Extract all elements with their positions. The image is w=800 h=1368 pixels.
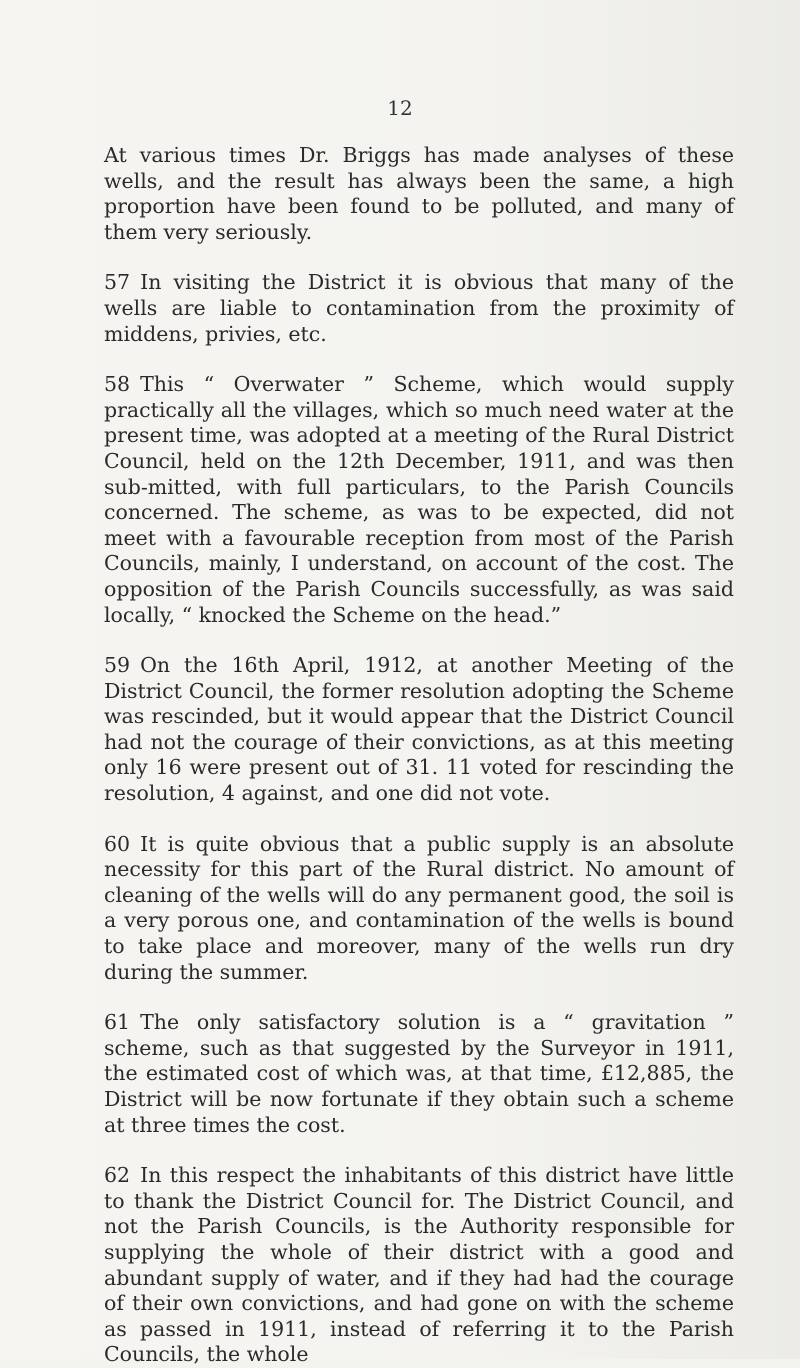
paragraph-text: At various times Dr. Briggs has made analyses of these wells, and the result has always been the same, a high proportion have been found to be polluted, and many of them very seriously. bbox=[104, 143, 734, 244]
paragraph-number: 59 bbox=[104, 653, 131, 678]
paragraph-number: 60 bbox=[104, 831, 131, 856]
paragraph-text: On the 16th April, 1912, at another Meeting of the District Council, the former resolution adopting the Scheme was rescinded, but it would appear that the District Council had not the courage of their convictions, as at this meeting only 16 were present out of 31. 11 voted for rescinding the resolution, 4 against, and one did not vote. bbox=[104, 653, 734, 806]
paragraph-text: In this respect the inhabitants of this district have little to thank the District Council for. The District Council, and not the Parish Councils, is the Authority responsible for supplying the whole of their district with a good and abundant supply of water, and if they had had the courage of their own convictions, and had gone on with the scheme as passed in 1911, instead of referring it to the Parish Councils, the whole bbox=[104, 1163, 734, 1367]
body-text bbox=[104, 143, 734, 1368]
paragraph-continuation bbox=[104, 143, 734, 245]
paragraph-57 bbox=[104, 270, 734, 347]
paragraph-59 bbox=[104, 653, 734, 807]
paragraph-62 bbox=[104, 1163, 734, 1368]
paragraph-number: 61 bbox=[104, 1010, 131, 1035]
paragraph-number: 58 bbox=[104, 372, 131, 397]
paragraph-text: It is quite obvious that a public supply is an absolute necessity for this part of the Rural district. No amount of cleaning of the wells will do any permanent good, the soil is a very porous one, and contamination of the wells is bound to take place and moreover, many of the wells run dry during the summer. bbox=[104, 831, 734, 984]
paragraph-number: 62 bbox=[104, 1163, 131, 1188]
page-number: 12 bbox=[387, 96, 413, 120]
paragraph-60 bbox=[104, 832, 734, 986]
paragraph-58 bbox=[104, 372, 734, 628]
paragraph-61 bbox=[104, 1010, 734, 1138]
paragraph-text: The only satisfactory solution is a “ gravitation ” scheme, such as that suggested by the Surveyor in 1911, the estimated cost of which was, at that time, £12,885, the District will be now fortunate if they obtain such a scheme at three times the cost. bbox=[104, 1010, 734, 1137]
paragraph-text: In visiting the District it is obvious that many of the wells are liable to contamination from the proximity of middens, privies, etc. bbox=[104, 270, 734, 346]
paragraph-number: 57 bbox=[104, 270, 131, 295]
paragraph-text: This “ Overwater ” Scheme, which would supply practically all the villages, which so much need water at the present time, was adopted at a meeting of the Rural District Council, held on the 12th December, 1911, and was then sub-mitted, with full particulars, to the Parish Councils concerned. The scheme, as was to be expected, did not meet with a favourable reception from most of the Parish Councils, mainly, I understand, on account of the cost. The opposition of the Parish Councils successfully, as was said locally, “ knocked the Scheme on the head.” bbox=[104, 372, 734, 627]
